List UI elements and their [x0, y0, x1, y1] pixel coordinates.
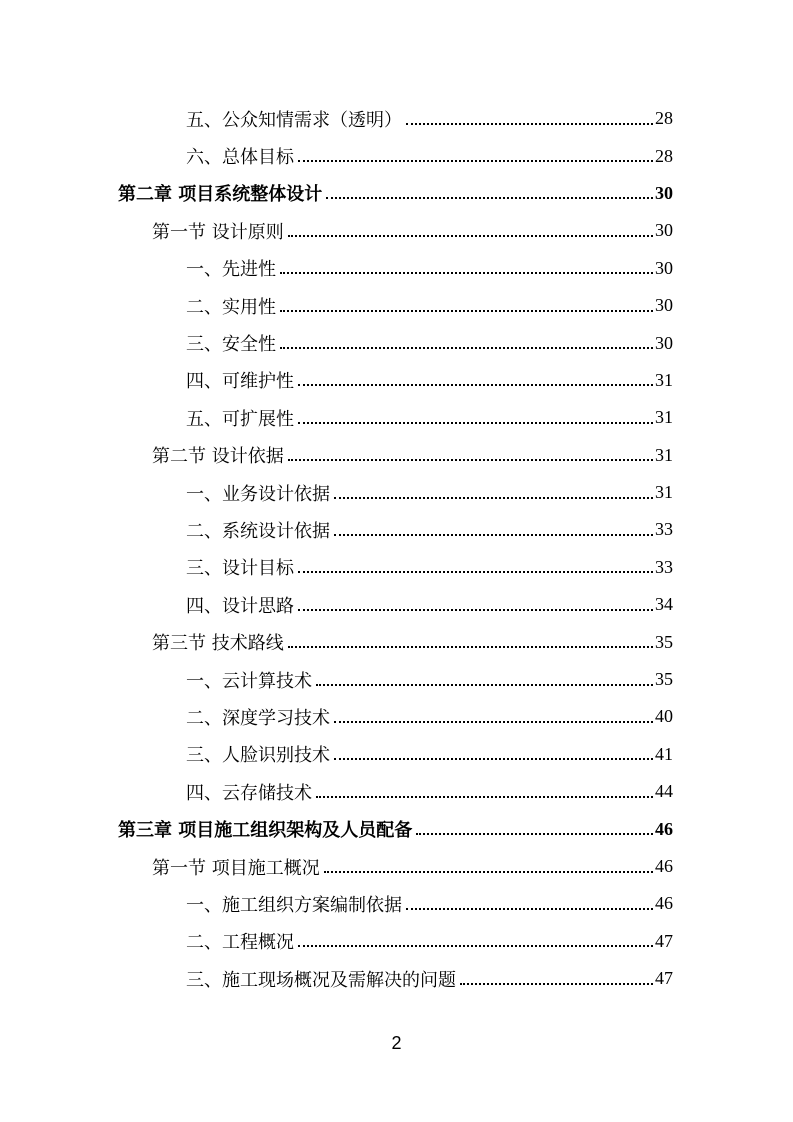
toc-leader-dots: [280, 329, 653, 349]
toc-leader-dots: [334, 516, 653, 536]
toc-entry[interactable]: [0, 549, 793, 586]
toc-entry-label: 三、安全性: [186, 334, 276, 356]
toc-entry-label: 第二章 项目系统整体设计: [118, 184, 323, 206]
toc-entry-page: 28: [655, 108, 673, 129]
toc-entry-label: 五、公众知情需求（透明）: [186, 109, 402, 131]
toc-entry-label: 一、云计算技术: [186, 670, 312, 692]
toc-entry-label: 四、设计思路: [186, 595, 294, 617]
toc-entry-label: 三、设计目标: [186, 558, 294, 580]
toc-entry[interactable]: [0, 399, 793, 436]
toc-leader-dots: [324, 853, 653, 873]
toc-entry-page: 40: [655, 706, 673, 727]
toc-entry-page: 41: [655, 743, 673, 764]
toc-entry-label: 一、施工组织方案编制依据: [186, 894, 402, 916]
toc-entry-page: 47: [655, 968, 673, 989]
toc-entry-page: 47: [655, 930, 673, 951]
toc-entry-page: 30: [655, 182, 673, 203]
toc-entry-page: 30: [655, 257, 673, 278]
toc-entry-page: 28: [655, 145, 673, 166]
toc-entry-page: 33: [655, 519, 673, 540]
toc-leader-dots: [334, 479, 653, 499]
toc-chapter-entry[interactable]: [0, 810, 793, 847]
toc-section-entry[interactable]: [0, 848, 793, 885]
toc-leader-dots: [416, 815, 653, 835]
toc-entry-label: 第三节 技术路线: [152, 633, 284, 655]
toc-entry[interactable]: [0, 137, 793, 174]
toc-leader-dots: [298, 553, 653, 573]
toc-entry[interactable]: [0, 586, 793, 623]
toc-entry-label: 三、人脸识别技术: [186, 745, 330, 767]
toc-entry-label: 六、总体目标: [186, 147, 294, 169]
toc-entry-label: 二、系统设计依据: [186, 520, 330, 542]
toc-leader-dots: [298, 591, 653, 611]
toc-entry[interactable]: [0, 287, 793, 324]
toc-entry[interactable]: [0, 362, 793, 399]
toc-leader-dots: [334, 740, 653, 760]
page-number: 2: [391, 1033, 402, 1053]
toc-entry[interactable]: [0, 250, 793, 287]
toc-entry-label: 第一节 设计原则: [152, 221, 284, 243]
toc-entry-page: 35: [655, 631, 673, 652]
toc-entry-label: 第一节 项目施工概况: [152, 857, 320, 879]
toc-entry-page: 31: [655, 482, 673, 503]
toc-leader-dots: [298, 927, 653, 947]
toc-entry-page: 31: [655, 369, 673, 390]
toc-entry[interactable]: [0, 511, 793, 548]
toc-entry-label: 三、施工现场概况及需解决的问题: [186, 969, 456, 991]
toc-entry[interactable]: [0, 923, 793, 960]
toc-leader-dots: [280, 292, 653, 312]
toc-entry-page: 33: [655, 556, 673, 577]
toc-entry-page: 30: [655, 332, 673, 353]
toc-leader-dots: [298, 404, 653, 424]
toc-leader-dots: [288, 441, 653, 461]
toc-leader-dots: [406, 890, 653, 910]
toc-leader-dots: [288, 628, 653, 648]
toc-leader-dots: [298, 142, 653, 162]
toc-leader-dots: [334, 703, 653, 723]
toc-section-entry[interactable]: [0, 623, 793, 660]
toc-leader-dots: [316, 666, 653, 686]
toc-entry-label: 一、先进性: [186, 259, 276, 281]
toc-entry-page: 30: [655, 295, 673, 316]
toc-leader-dots: [316, 778, 653, 798]
toc-entry[interactable]: [0, 100, 793, 137]
toc-entry-label: 一、业务设计依据: [186, 483, 330, 505]
toc-entry[interactable]: [0, 736, 793, 773]
toc-entry-label: 二、实用性: [186, 296, 276, 318]
toc-chapter-entry[interactable]: [0, 175, 793, 212]
toc-leader-dots: [460, 965, 653, 985]
toc-entry-page: 34: [655, 594, 673, 615]
toc-entry[interactable]: [0, 773, 793, 810]
toc-leader-dots: [288, 217, 653, 237]
toc-entry-page: 35: [655, 669, 673, 690]
toc-entry-label: 二、工程概况: [186, 932, 294, 954]
toc-entry[interactable]: [0, 960, 793, 997]
toc-entry-page: 46: [655, 818, 673, 839]
toc-entry[interactable]: [0, 474, 793, 511]
toc-section-entry[interactable]: [0, 212, 793, 249]
toc-entry-label: 第三章 项目施工组织架构及人员配备: [118, 820, 413, 842]
table-of-contents: [0, 100, 793, 997]
toc-leader-dots: [298, 366, 653, 386]
toc-entry-label: 四、可维护性: [186, 371, 294, 393]
toc-leader-dots: [326, 179, 653, 199]
toc-entry-page: 31: [655, 407, 673, 428]
toc-entry[interactable]: [0, 324, 793, 361]
toc-entry-label: 第二节 设计依据: [152, 446, 284, 468]
toc-entry-label: 二、深度学习技术: [186, 707, 330, 729]
toc-leader-dots: [406, 105, 653, 125]
toc-entry-label: 五、可扩展性: [186, 408, 294, 430]
toc-entry-page: 44: [655, 781, 673, 802]
toc-section-entry[interactable]: [0, 437, 793, 474]
toc-entry-page: 31: [655, 444, 673, 465]
toc-entry-page: 46: [655, 893, 673, 914]
toc-entry-page: 30: [655, 220, 673, 241]
toc-entry[interactable]: [0, 661, 793, 698]
toc-entry-page: 46: [655, 856, 673, 876]
toc-entry[interactable]: [0, 885, 793, 922]
toc-entry-label: 四、云存储技术: [186, 782, 312, 804]
toc-leader-dots: [280, 254, 653, 274]
toc-entry[interactable]: [0, 698, 793, 735]
